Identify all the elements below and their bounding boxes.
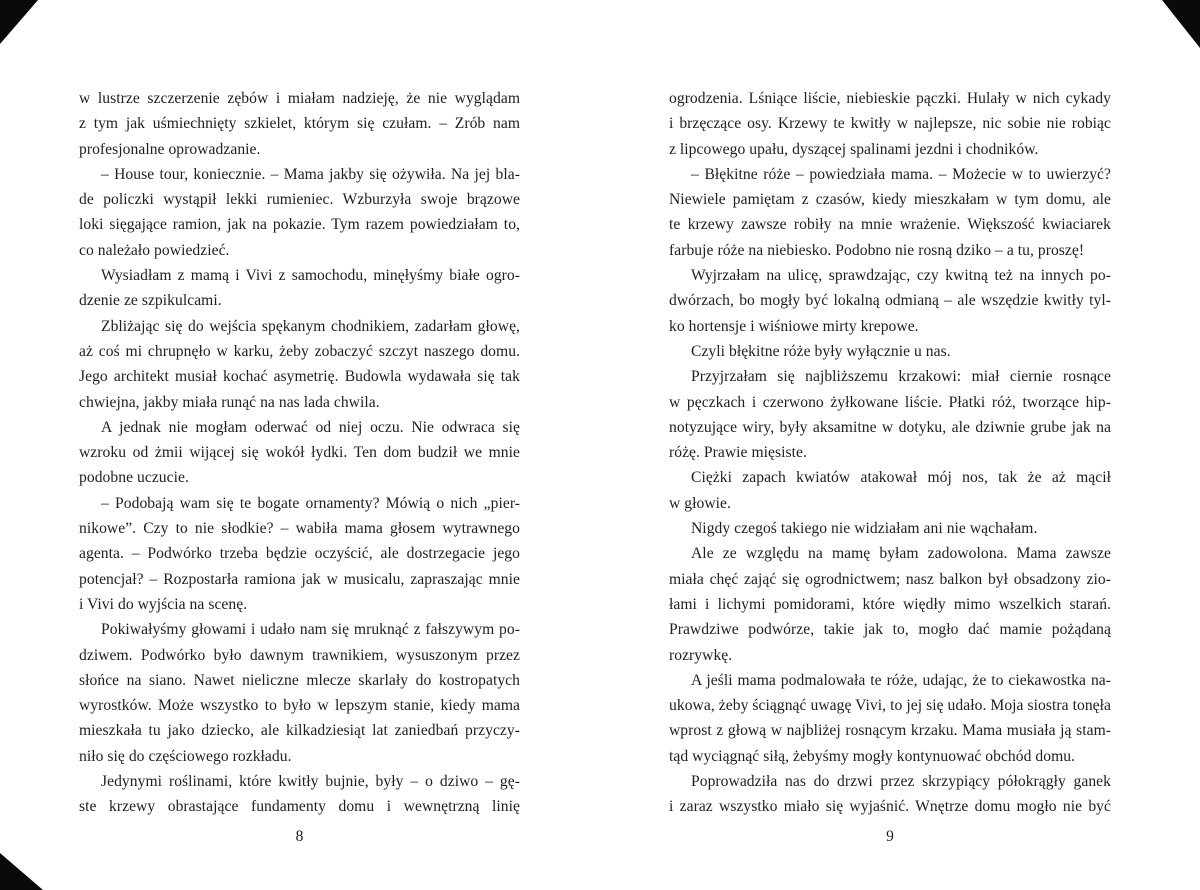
text-line: łami i lichymi pomidorami, które więdły mimo wszelkich starań. (669, 595, 1111, 613)
text-line: z tym jak uśmiechnięty szkielet, którym się czułam. – Zrób nam (79, 115, 520, 133)
scan-corner-top-right (1150, 0, 1200, 50)
text-line: słońce na siano. Nawet nieliczne mlecze skarlały do kostropatych (79, 671, 520, 689)
text-line: Jedynymi roślinami, które kwitły bujnie, były – o dziwo – gę- (101, 773, 520, 791)
text-line: Prawdziwe podwórze, takie jak to, mogło dać mamie pożądaną (669, 621, 1111, 639)
text-line: farbuje róże na niebiesko. Podobno nie rosną dziko – a tu, proszę! (669, 241, 1085, 259)
text-line: i zaraz wszystko miało się wyjaśnić. Wnętrze domu mogło nie być (669, 798, 1111, 816)
text-line: Poprowadziła nas do drzwi przez skrzypiący półokrągły ganek (691, 773, 1111, 791)
text-line: wprost z głową w najbliżej rosnącym krzaku. Mama musiała ją stam- (669, 722, 1111, 740)
text-line: de policzki wystąpił lekki rumieniec. Wzburzyła swoje brązowe (79, 191, 520, 209)
text-line: Zbliżając się do wejścia spękanym chodnikiem, zadarłam głowę, (101, 317, 520, 335)
text-line: i brzęczące osy. Krzewy te kwitły w najlepsze, nic sobie nie robiąc (669, 115, 1111, 133)
text-line: Wyjrzałam na ulicę, sprawdzając, czy kwitną też na innych po- (691, 267, 1111, 285)
text-line: wzroku od żmii wijącej się wokół łydki. Ten dom budził we mnie (79, 444, 520, 462)
text-line: Nigdy czegoś takiego nie widziałam ani nie wąchałam. (691, 520, 1038, 538)
text-line: agenta. – Podwórko trzeba będzie oczyścić, ale dostrzegacie jego (79, 545, 520, 563)
text-line: notyzujące wiry, były aksamitne w dotyku, ale dziwnie grube jak na (669, 418, 1111, 436)
text-line: i Vivi do wyjścia na scenę. (79, 595, 248, 613)
text-line: profesjonalne oprowadzanie. (79, 140, 261, 158)
text-line: Wysiadłam z mamą i Vivi z samochodu, minęłyśmy białe ogro- (101, 267, 520, 285)
text-line: Ciężki zapach kwiatów atakował mój nos, tak że aż mącił (691, 469, 1111, 487)
text-line: aż coś mi chrupnęło w karku, żeby zobaczyć szczyt naszego domu. (79, 342, 520, 360)
text-line: dziwem. Podwórko było dawnym trawnikiem, wysuszonym przez (79, 646, 520, 664)
text-line: mieszkała tu jako dziecko, ale kilkadziesiąt lat zaniedbań przyczy- (79, 722, 520, 740)
text-line: A jeśli mama podmalowała te róże, udając, że to ciekawostka na- (691, 671, 1111, 689)
text-line: wyrostków. Może wszystko to było w lepszym stanie, kiedy mama (79, 697, 520, 715)
text-line: nikowe”. Czy to nie słodkie? – wabiła mama głosem wytrawnego (79, 520, 520, 538)
text-line: z lipcowego upału, dyszącej spalinami jezdni i chodników. (669, 140, 1039, 158)
text-line: te krzewy zawsze robiły na mnie wrażenie. Większość kwiaciarek (669, 216, 1111, 234)
text-line: – Błękitne róże – powiedziała mama. – Możecie w to uwierzyć? (691, 165, 1111, 183)
text-line: ste krzewy obrastające fundamenty domu i wewnętrzną linię (79, 798, 520, 816)
text-line: niło się do częściowego rozkładu. (79, 747, 292, 765)
text-line: miała chęć zająć się ogrodnictwem; nasz balkon był obsadzony zio- (669, 570, 1111, 588)
page-left-number: 8 (295, 828, 304, 845)
text-line: Przyjrzałam się najbliższemu krzakowi: miał ciernie rosnące (691, 368, 1111, 386)
scan-corner-bottom-left (0, 840, 50, 890)
scan-corner-top-left (0, 0, 50, 50)
text-line: w głowie. (669, 494, 731, 512)
text-line: loki sięgające ramion, jak na pokazie. Tym razem powiedziałam to, (79, 216, 520, 234)
text-line: – House tour, koniecznie. – Mama jakby się ożywiła. Na jej bla- (101, 165, 520, 183)
text-line: chwiejna, jakby miała runąć na nas lada chwila. (79, 393, 380, 411)
text-line: rozrywkę. (669, 646, 733, 664)
text-line: Czyli błękitne róże były wyłącznie u nas. (691, 342, 951, 360)
text-line: dwórzach, bo mogły być lokalną odmianą – ale wszędzie kwitły tyl- (669, 292, 1111, 310)
text-line: tąd wyciągnąć siłą, żebyśmy mogły kontynuować obchód domu. (669, 747, 1076, 765)
text-line: Niewiele pamiętam z czasów, kiedy mieszkałam w tym domu, ale (669, 191, 1111, 209)
text-line: Jego architekt musiał kochać asymetrię. Budowla wydawała się tak (79, 368, 520, 386)
text-line: A jednak nie mogłam oderwać od niej oczu. Nie odwraca się (101, 418, 520, 436)
text-line: Pokiwałyśmy głowami i udało nam się mruknąć z fałszywym po- (101, 621, 520, 639)
text-line: – Podobają wam się te bogate ornamenty? Mówią o nich „pier- (101, 494, 520, 512)
text-line: ko hortensje i wiśniowe mirty krepowe. (669, 317, 919, 335)
page-left-text (79, 86, 520, 820)
text-line: Ale ze względu na mamę byłam zadowolona. Mama zawsze (691, 545, 1111, 563)
text-line: ukowa, żeby ściągnąć uwagę Vivi, to jej się udało. Moja siostra tonęła (669, 697, 1111, 715)
text-line: podobne uczucie. (79, 469, 189, 487)
page-right-text (669, 86, 1111, 820)
text-line: w lustrze szczerzenie zębów i miałam nadzieję, że nie wyglądam (79, 90, 520, 107)
page-right-number: 9 (886, 828, 894, 845)
text-line: różę. Prawie mięsiste. (669, 444, 807, 462)
text-line: ogrodzenia. Lśniące liście, niebieskie pączki. Hulały w nich cykady (669, 90, 1111, 107)
text-line: dzenie ze szpikulcami. (79, 292, 222, 310)
text-line: w pęczkach i czerwono żyłkowane liście. Płatki róż, tworzące hip- (669, 393, 1111, 411)
text-line: co należało powiedzieć. (79, 241, 230, 259)
text-line: potencjał? – Rozpostarła ramiona jak w musicalu, zapraszając mnie (79, 570, 520, 588)
